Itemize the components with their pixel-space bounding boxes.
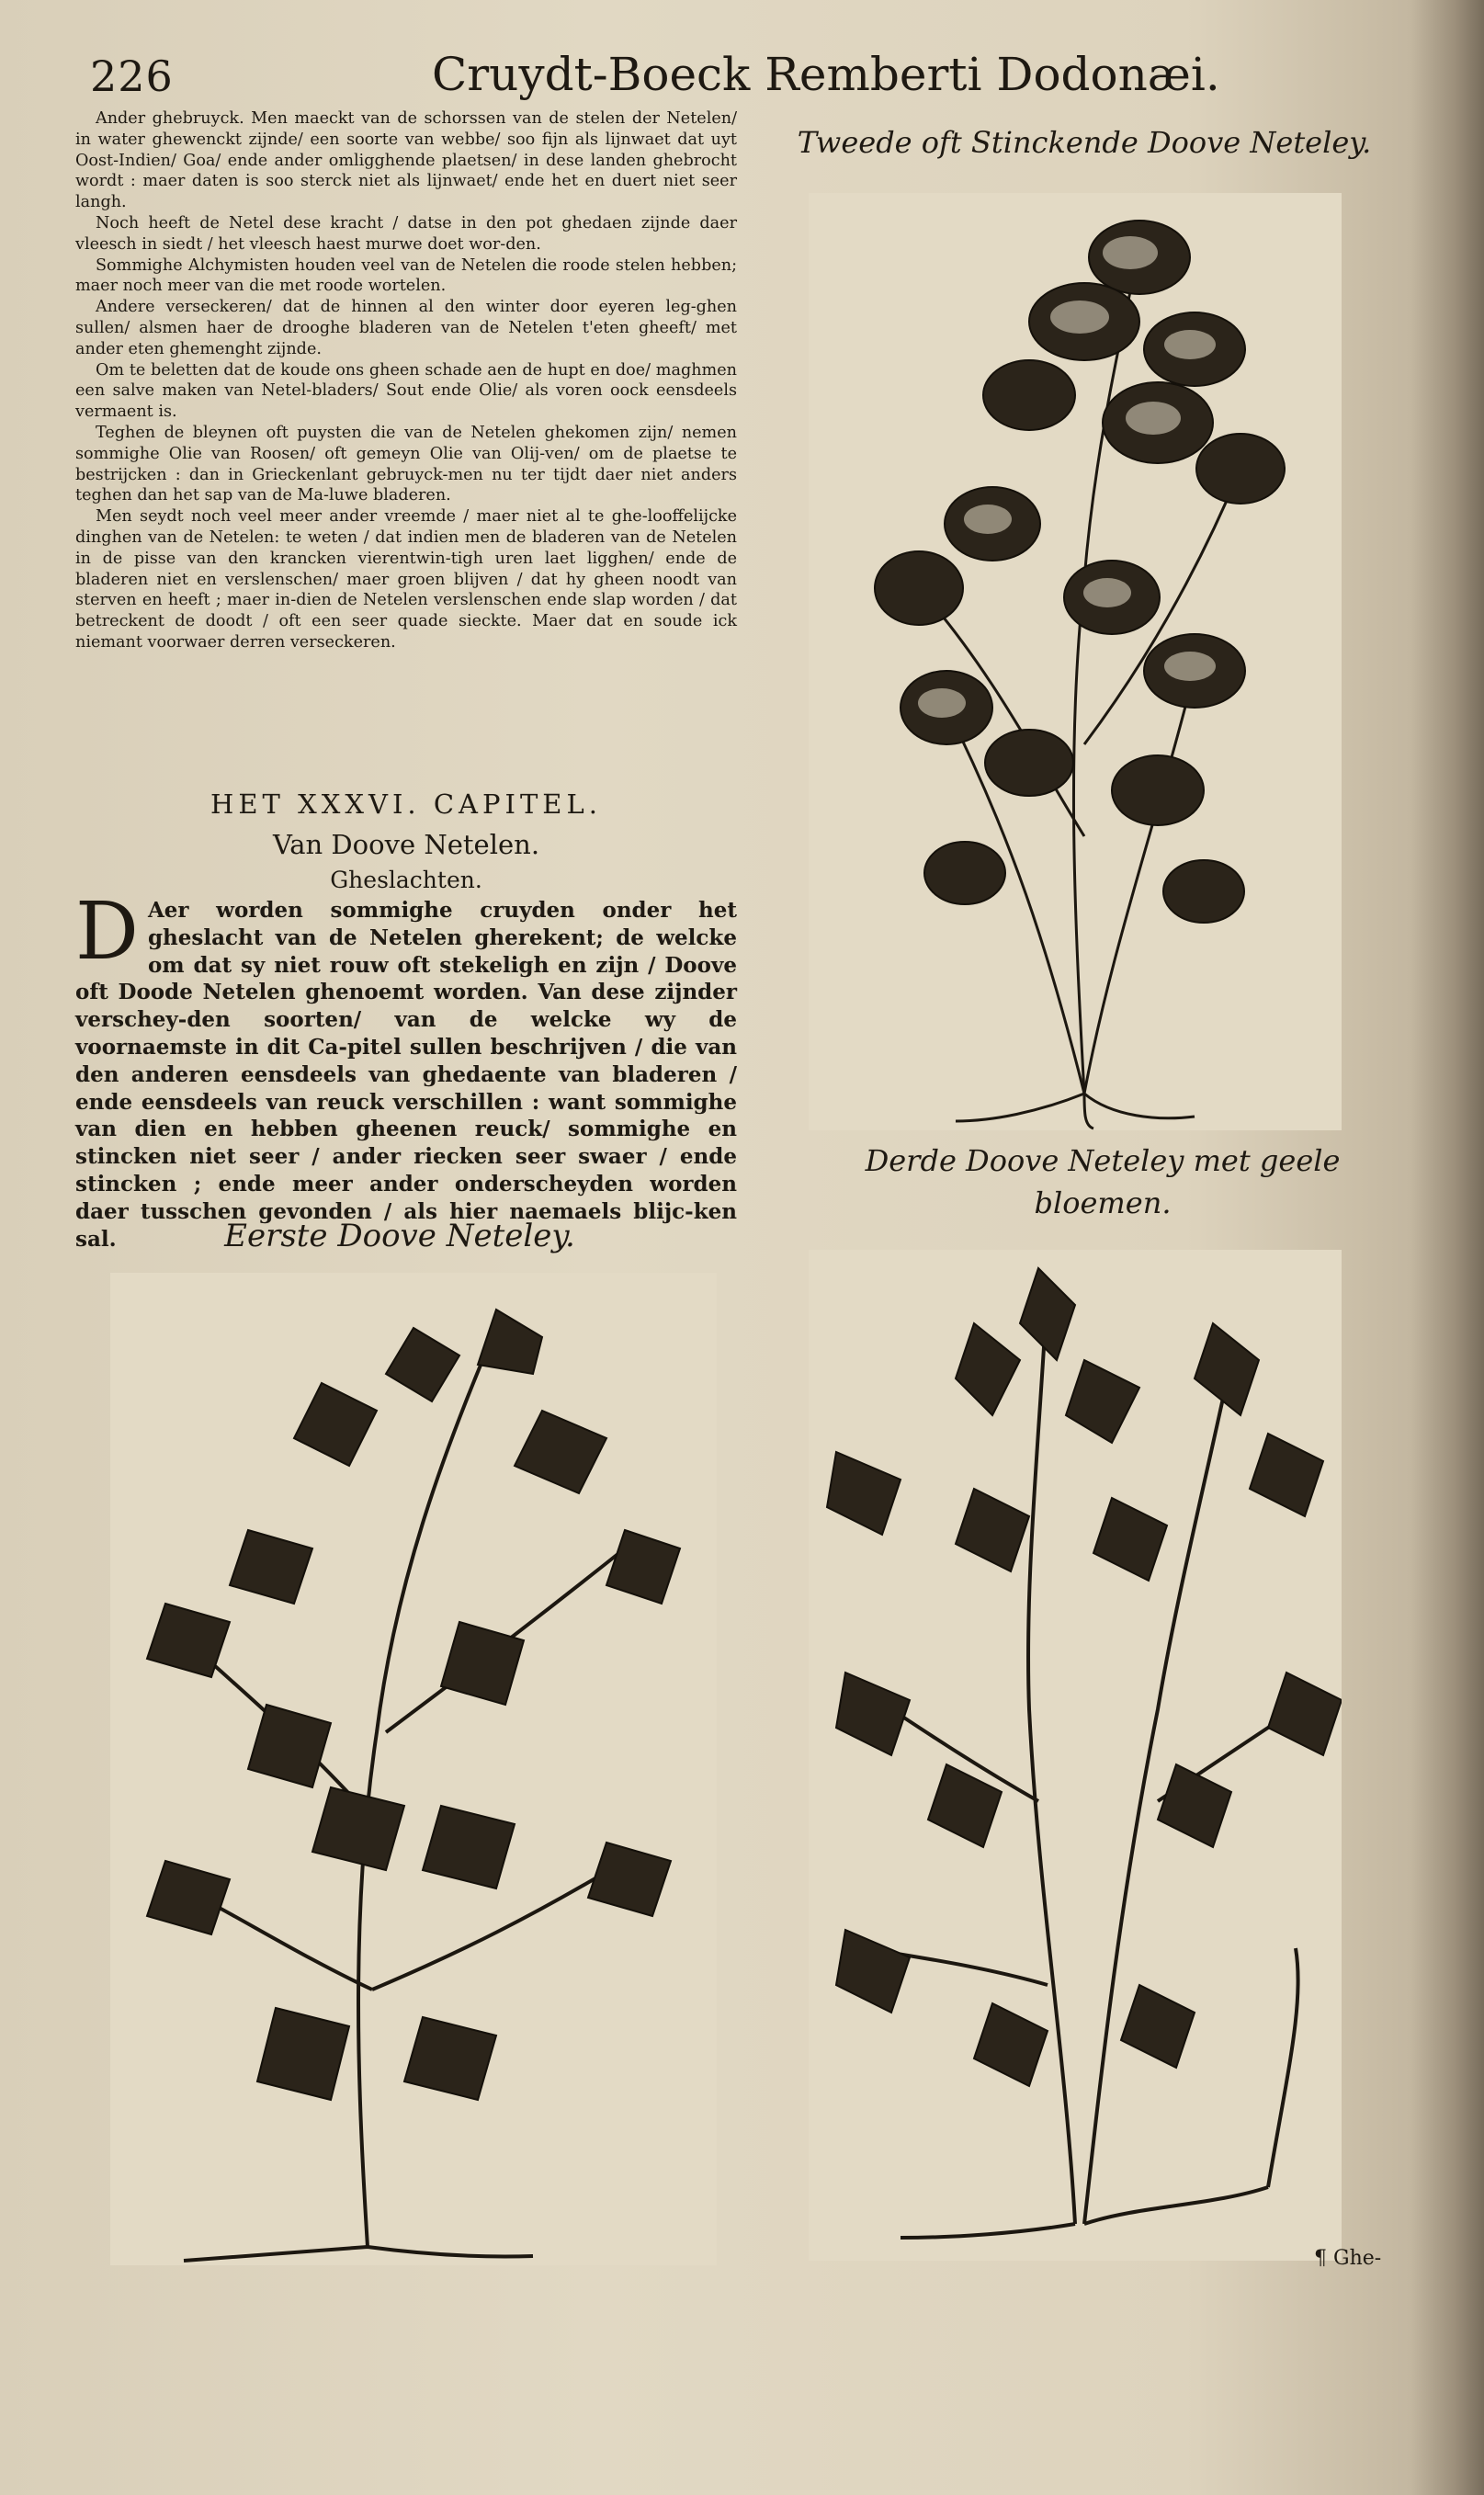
chapter-title: HET XXXVI. CAPITEL. — [210, 788, 602, 820]
woodcut-second-plant — [809, 193, 1342, 1130]
intro-paragraph — [75, 886, 737, 1253]
caption-first-plant: Eerste Doove Neteley. — [224, 1218, 575, 1254]
caption-third-plant: Derde Doove Neteley met geele bloemen. — [865, 1143, 1341, 1220]
body-text-block — [75, 108, 737, 653]
woodcut-first-plant — [110, 1273, 717, 2265]
gutter-shadow — [1410, 0, 1484, 2495]
plant-illustration-icon — [110, 1273, 717, 2265]
drop-cap: D — [75, 886, 139, 978]
paragraph: Om te beletten dat de koude ons gheen schade aen de hupt en doe/ maghmen een salve maken van Netel-bladers/ Sout ende Olie/ als voren oock eensdeels vermaent is. — [75, 360, 737, 422]
paragraph: Andere verseckeren/ dat de hinnen al den winter door eyeren leg-ghen sullen/ alsmen haer de drooghe bladeren van de Netelen t'eten gheeft/ met ander eten ghemenght zijnde. — [75, 298, 737, 358]
paragraph: Men seydt noch veel meer ander vreemde / maer niet al te ghe-looffelijcke dinghen van de Netelen: te weten / dat indien men de bladeren van de Netelen in de pisse van den krancken vierentwin-tigh uren laet ligghen/ ende de bladeren niet en verslenschen/ maer groen blijven / dat hy gheen noodt van sterven en heeft ; maer in-dien de Netelen verslenschen ende slap worden / dat betreckent de doodt / oft een seer quade sieckte. Maer dat en soude ick niemant voorwaer derren verseckeren. — [75, 507, 737, 652]
paragraph: Sommighe Alchymisten houden veel van de Netelen die roode stelen hebben; maer noch meer van die met roode wortelen. — [75, 255, 737, 296]
running-title: Cruydt-Boeck Remberti Dodonæi. — [432, 48, 1220, 101]
paragraph: Teghen de bleynen oft puysten die van de Netelen ghekomen zijn/ nemen sommighe Olie van Roosen/ oft gemeyn Olie van Olij-ven/ om de plaetse te bestrijcken : dan in Grieckenlant gebruyck-men nu ter tijdt daer niet anders teghen dan het sap van de Ma-luwe bladeren. — [75, 423, 737, 505]
intro-text: Aer worden sommighe cruyden onder het gheslacht van de Netelen gherekent; de welcke om dat sy niet rouw oft stekeligh en zijn / Doove oft Doode Netelen ghenoemt worden. Van dese zijnder verschey-den soorten/ van de welcke wy de voornaemste in dit Ca-pitel sullen beschrijven / die van den anderen eensdeels van ghedaente van bladeren / ende eensdeels van reuck verschillen : want sommighe van dien en hebben gheenen reuck/ sommighe en stincken niet seer / ander riecken seer swaer / ende stincken ; ende meer ander onderscheyden worden daer tusschen gevonden / als hier naemaels blijc-ken sal. — [75, 898, 737, 1252]
paragraph: Ander ghebruyck. Men maeckt van de schorssen van de stelen der Netelen/ in water ghewenckt zijnde/ een soorte van webbe/ soo fijn als lijnwaet dat uyt Oost-Indien/ Goa/ ende ander omligghende plaetsen/ in dese landen ghebrocht wordt : maer daten is soo sterck niet als lijnwaet/ ende het en duert niet seer langh. — [75, 109, 737, 212]
section-heading: Gheslachten. — [330, 867, 482, 893]
plant-illustration-icon — [809, 193, 1342, 1130]
paragraph: Noch heeft de Netel dese kracht / datse in den pot ghedaen zijnde daer vleesch in siedt / het vleesch haest murwe doet wor-den. — [75, 213, 737, 254]
catchword: ¶ Ghe- — [1314, 2247, 1382, 2270]
plant-illustration-icon — [809, 1250, 1342, 2261]
woodcut-third-plant — [809, 1250, 1342, 2261]
chapter-subtitle: Van Doove Netelen. — [272, 829, 540, 860]
page-number: 226 — [90, 51, 174, 101]
caption-second-plant: Tweede oft Stinckende Doove Neteley. — [797, 125, 1372, 160]
